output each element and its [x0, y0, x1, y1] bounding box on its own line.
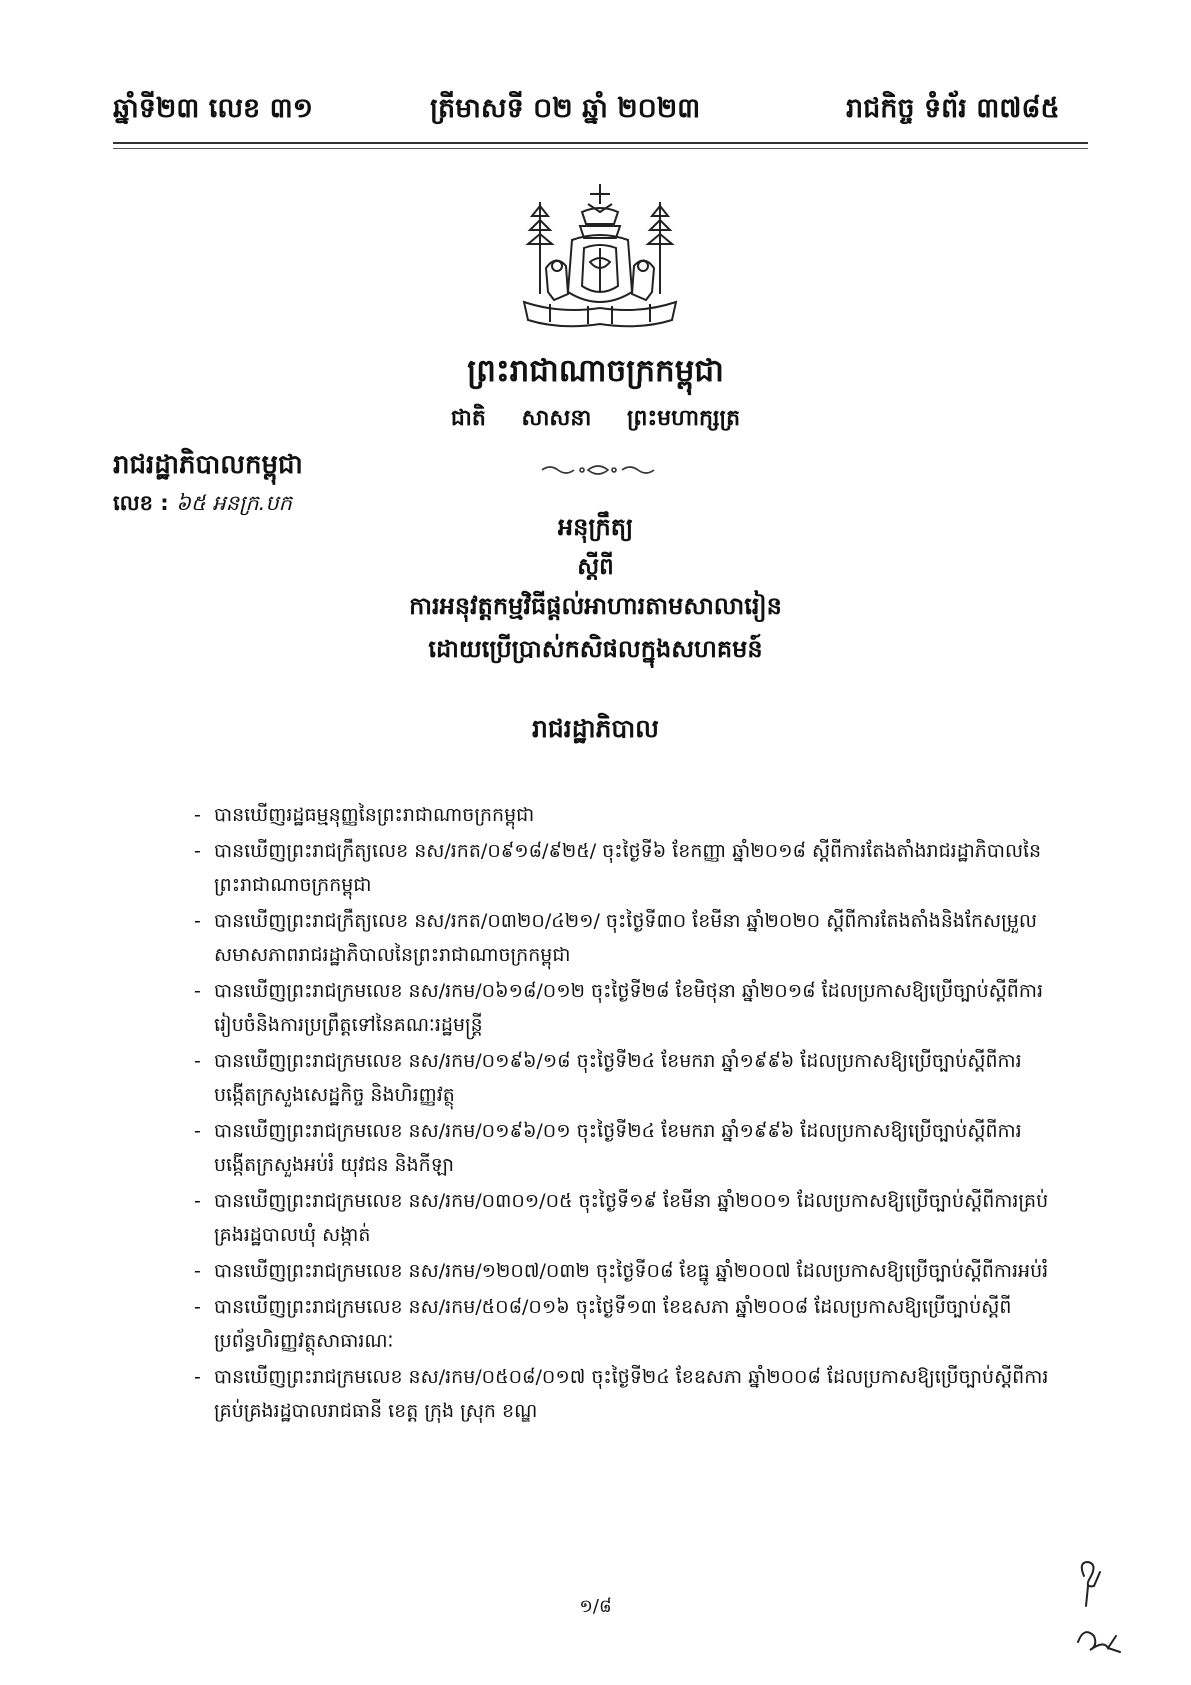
- page-number: ១/៨: [579, 1596, 612, 1617]
- list-item: - បានឃើញព្រះរាជក្រមលេខ នស/រកម/៥០៨/០១៦ ចុះថ្ងៃទី១៣ ខែឧសភា ឆ្នាំ២០០៨ ដែលប្រកាសឱ្យប្រើច្បាប់ស្តីពីប្រព័ន្ធហិរញ្ញវត្ថុសាធារណៈ: [190, 1290, 1050, 1358]
- list-item: - បានឃើញព្រះរាជក្រមលេខ នស/រកម/០៦១៨/០១២ ចុះថ្ងៃទី២៨ ខែមិថុនា ឆ្នាំ២០១៨ ដែលប្រកាសឱ្យប្រើច្បាប់ស្តីពីការរៀបចំនិងការប្រព្រឹត្តទៅនៃគណៈរដ្ឋមន្ត្រី: [190, 974, 1050, 1042]
- gazette-date: ត្រីមាសទី ០២ ឆ្នាំ ២០២៣: [430, 93, 701, 124]
- body-heading: រាជរដ្ឋាភិបាល: [532, 714, 659, 743]
- decree-number-value: ៦៥ អនក្រ.បក: [176, 491, 293, 515]
- list-item: - បានឃើញព្រះរាជក្រឹត្យលេខ នស/រកត/០៩១៨/៩២៥/ ចុះថ្ងៃទី៦ ខែកញ្ញា ឆ្នាំ២០១៨ ស្តីពីការតែងតាំងរាជរដ្ឋាភិបាលនៃព្រះរាជាណាចក្រកម្ពុជា: [190, 834, 1050, 902]
- legal-references-list: [190, 798, 1050, 1430]
- list-item: - បានឃើញព្រះរាជក្រមលេខ នស/រកម/១២០៧/០៣២ ចុះថ្ងៃទី០៨ ខែធ្នូ ឆ្នាំ២០០៧ ដែលប្រកាសឱ្យប្រើច្បាប់ស្តីពីការអប់រំ: [190, 1254, 1050, 1288]
- issuer-name: រាជរដ្ឋាភិបាលកម្ពុជា: [113, 450, 303, 480]
- coat-of-arms-emblem: [510, 182, 690, 337]
- list-item: - បានឃើញព្រះរាជក្រមលេខ នស/រកម/០១៩៦/០១ ចុះថ្ងៃទី២៤ ខែមករា ឆ្នាំ១៩៩៦ ដែលប្រកាសឱ្យប្រើច្បាប់ស្តីពីការបង្កើតក្រសួងអប់រំ យុវជន និងកីឡា: [190, 1114, 1050, 1182]
- emblem-icon: [510, 182, 690, 337]
- gazette-issue: ឆ្នាំទី២៣ លេខ ៣១: [113, 93, 314, 124]
- gazette-page-ref: រាជកិច្ច ទំព័រ ៣៧៨៥: [846, 93, 1060, 124]
- header-divider: [113, 142, 1088, 144]
- list-item: - បានឃើញព្រះរាជក្រមលេខ នស/រកម/០៥០៨/០១៧ ចុះថ្ងៃទី២៤ ខែឧសភា ឆ្នាំ២០០៨ ដែលប្រកាសឱ្យប្រើច្បាប់ស្តីពីការគ្រប់គ្រងរដ្ឋបាលរាជធានី ខេត្ត ក្រុង ស្រុក ខណ្ឌ: [190, 1360, 1050, 1428]
- signature-icon: [1064, 1556, 1134, 1666]
- list-item: - បានឃើញព្រះរាជក្រមលេខ នស/រកម/០១៩៦/១៨ ចុះថ្ងៃទី២៤ ខែមករា ឆ្នាំ១៩៩៦ ដែលប្រកាសឱ្យប្រើច្បាប់ស្តីពីការបង្កើតក្រសួងសេដ្ឋកិច្ច និងហិរញ្ញវត្ថុ: [190, 1044, 1050, 1112]
- list-item: - បានឃើញព្រះរាជក្រឹត្យលេខ នស/រកត/០៣២០/៤២១/ ចុះថ្ងៃទី៣០ ខែមីនា ឆ្នាំ២០២០ ស្តីពីការតែងតាំងនិងកែសម្រួលសមាសភាពរាជរដ្ឋាភិបាលនៃព្រះរាជាណាចក្រកម្ពុជា: [190, 904, 1050, 972]
- ornament-icon: [538, 462, 658, 478]
- decree-number-label: លេខ :: [113, 491, 169, 515]
- list-item: - បានឃើញរដ្ឋធម្មនុញ្ញនៃព្រះរាជាណាចក្រកម្ពុជា: [190, 798, 1050, 832]
- document-title-line2: ដោយប្រើប្រាស់កសិផលក្នុងសហគមន៍: [428, 635, 763, 663]
- handwritten-initials: [1064, 1556, 1134, 1666]
- ornament-divider: [538, 462, 658, 478]
- document-type: អនុក្រឹត្យ: [557, 513, 634, 541]
- document-title-line1: ការអនុវត្តកម្មវិធីផ្តល់អាហារតាមសាលារៀន: [409, 592, 782, 620]
- header-divider-thin: [113, 148, 1088, 149]
- document-about: ស្តីពី: [577, 554, 614, 580]
- list-item: - បានឃើញព្រះរាជក្រមលេខ នស/រកម/០៣០១/០៥ ចុះថ្ងៃទី១៩ ខែមីនា ឆ្នាំ២០០១ ដែលប្រកាសឱ្យប្រើច្បាប់ស្តីពីការគ្រប់គ្រងរដ្ឋបាលឃុំ សង្កាត់: [190, 1184, 1050, 1252]
- national-motto: ជាតិ សាសនា ព្រះមហាក្សត្រ: [450, 406, 741, 431]
- kingdom-name: ព្រះរាជាណាចក្រកម្ពុជា: [467, 353, 724, 389]
